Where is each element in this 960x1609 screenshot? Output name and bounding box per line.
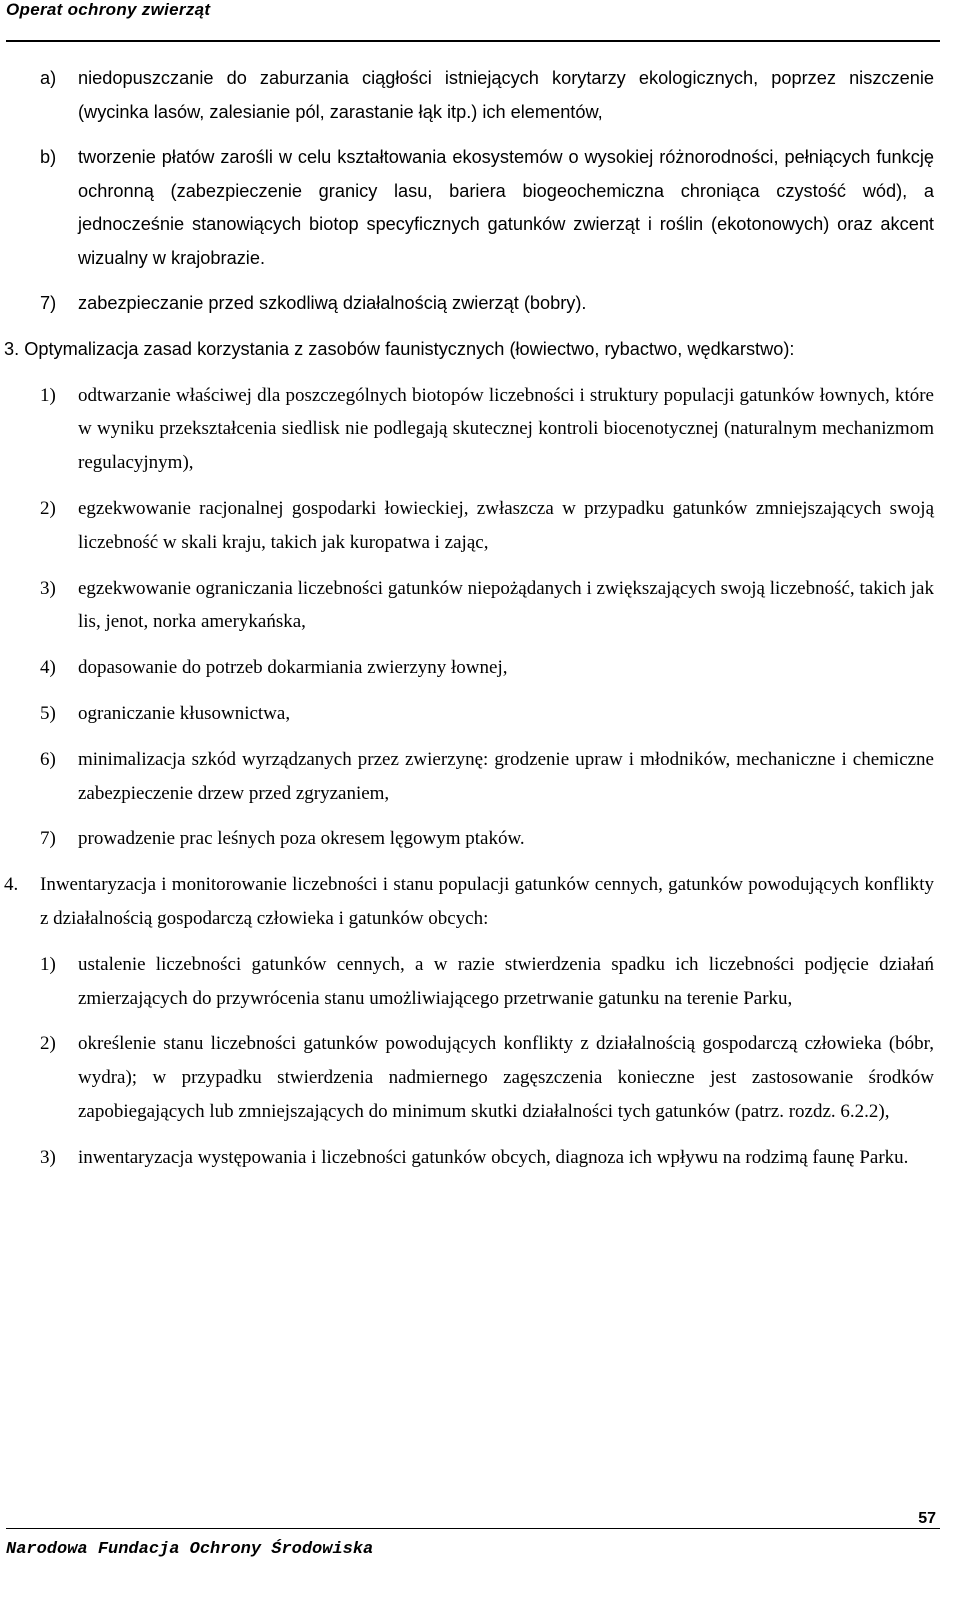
list-item-3-2	[40, 492, 934, 560]
item-text: zabezpieczanie przed szkodliwą działalnością zwierząt (bobry).	[78, 293, 587, 313]
item-label: 5)	[40, 702, 56, 724]
list-item-3-1	[40, 379, 934, 480]
item-label: 7)	[40, 293, 57, 313]
list-item-3-6	[40, 743, 934, 811]
list-item-7-protection	[40, 287, 934, 321]
item-text: egzekwowanie ograniczania liczebności gatunków niepożądanych i zwiększających swoją liczebność, takich jak lis, jenot, norka amerykańska,	[78, 577, 934, 633]
item-label: a)	[40, 68, 57, 88]
list-item-4-3	[40, 1141, 934, 1175]
footer-divider	[6, 1528, 940, 1529]
list-item-a	[40, 62, 934, 129]
item-text: prowadzenie prac leśnych poza okresem lęgowym ptaków.	[78, 828, 525, 850]
section-heading-text: Inwentaryzacja i monitorowanie liczebności i stanu populacji gatunków cennych, gatunków powodujących konflikty z działalnością gospodarczą człowieka i gatunków obcych:	[40, 874, 934, 929]
item-label: 2)	[40, 497, 56, 519]
item-text: ograniczanie kłusownictwa,	[78, 702, 291, 724]
item-label: 3)	[40, 1146, 56, 1168]
item-text: odtwarzanie właściwej dla poszczególnych biotopów liczebności i struktury populacji gatunków łownych, które w wyniku przekształcenia siedlisk nie podlegają skutecznej kontroli biocenotycznej (naturalnym mechanizmom regulacyjnym),	[78, 384, 934, 474]
item-text: niedopuszczanie do zaburzania ciągłości istniejących korytarzy ekologicznych, poprzez niszczenie (wycinka lasów, zalesianie pól, zarastanie łąk itp.) ich elementów,	[78, 68, 934, 122]
list-item-3-7	[40, 822, 934, 856]
list-item-3-3	[40, 572, 934, 640]
list-item-3-4	[40, 651, 934, 685]
header-divider	[6, 40, 940, 42]
document-body	[4, 62, 934, 1187]
item-text: minimalizacja szkód wyrządzanych przez zwierzynę: grodzenie upraw i młodników, mechaniczne i chemiczne zabezpieczenie drzew przed zgryzaniem,	[78, 748, 934, 804]
page-header-title: Operat ochrony zwierząt	[6, 0, 211, 19]
item-text: tworzenie płatów zarośli w celu kształtowania ekosystemów o wysokiej różnorodności, pełniących funkcję ochronną (zabezpieczenie granicy lasu, bariera biogeochemiczna chroniąca czystość wód), a jednocześnie stanowiących biotop specyficznych gatunków zwierząt i roślin (ekotonowych) oraz akcent wizualny w krajobrazie.	[78, 147, 934, 268]
page-number: 57	[918, 1510, 936, 1527]
item-label: 3)	[40, 577, 56, 599]
item-label: 6)	[40, 748, 56, 770]
item-label: b)	[40, 147, 57, 167]
section-4	[4, 868, 934, 936]
section-number: 3.	[4, 338, 20, 359]
item-label: 4)	[40, 657, 56, 679]
item-text: ustalenie liczebności gatunków cennych, a w razie stwierdzenia spadku ich liczebności podjęcie działań zmierzających do przywrócenia stanu umożliwiającego przetrwanie gatunku na terenie Parku,	[78, 953, 934, 1009]
item-label: 2)	[40, 1033, 56, 1055]
section-heading-text: Optymalizacja zasad korzystania z zasobów faunistycznych (łowiectwo, rybactwo, wędkarstwo):	[24, 338, 795, 359]
item-text: określenie stanu liczebności gatunków powodujących konflikty z działalnością gospodarczą człowieka (bóbr, wydra); w przypadku stwierdzenia nadmiernego zagęszczenia konieczne jest zastosowanie środków zapobiegających lub zmniejszających do minimum skutki działalności tych gatunków (patrz. rozdz. 6.2.2),	[78, 1033, 934, 1122]
footer-organization: Narodowa Fundacja Ochrony Środowiska	[6, 1540, 374, 1559]
list-item-4-2	[40, 1027, 934, 1128]
item-text: egzekwowanie racjonalnej gospodarki łowieckiej, zwłaszcza w przypadku gatunków zmniejszających swoją liczebność w skali kraju, takich jak kuropatwa i zając,	[78, 497, 934, 553]
item-label: 1)	[40, 384, 56, 406]
item-text: dopasowanie do potrzeb dokarmiania zwierzyny łownej,	[78, 657, 508, 679]
section-heading	[4, 333, 934, 367]
item-text: inwentaryzacja występowania i liczebności gatunków obcych, diagnoza ich wpływu na rodzimą faunę Parku.	[78, 1146, 909, 1168]
section-3	[4, 333, 934, 367]
list-item-4-1	[40, 948, 934, 1016]
item-label: 7)	[40, 828, 56, 850]
section-number: 4.	[4, 874, 19, 896]
list-item-b	[40, 141, 934, 275]
item-label: 1)	[40, 953, 56, 975]
list-item-3-5	[40, 697, 934, 731]
